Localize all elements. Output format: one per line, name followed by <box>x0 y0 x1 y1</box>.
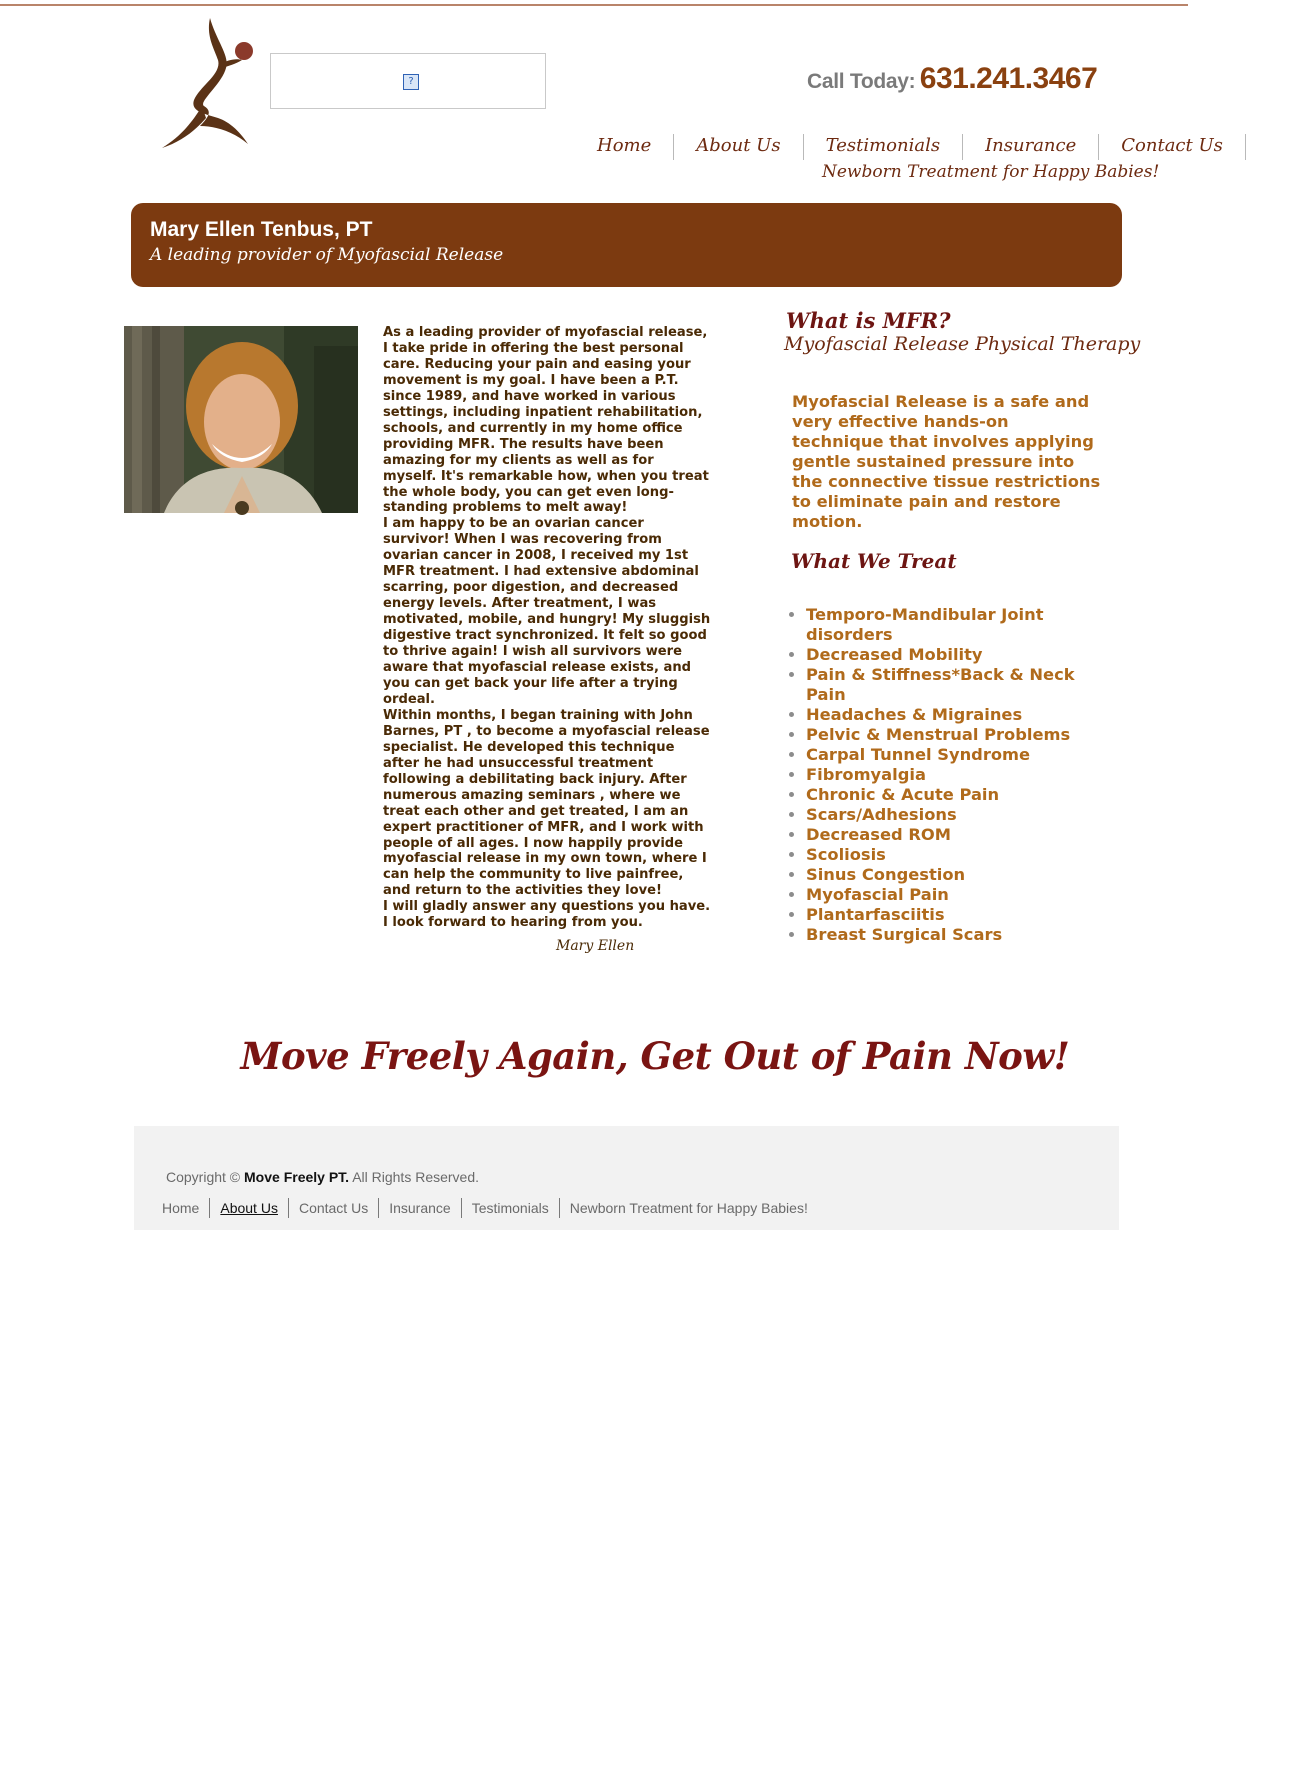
top-rule <box>0 4 1188 6</box>
list-item: • Myofascial Pain <box>806 885 1106 905</box>
copyright-brand: Move Freely PT. <box>244 1169 350 1185</box>
nav-about-us[interactable]: About Us <box>674 134 803 160</box>
nav-insurance[interactable]: Insurance <box>963 134 1099 160</box>
list-item: • Sinus Congestion <box>806 865 1106 885</box>
banner-tagline: A leading provider of Myofascial Release <box>150 245 504 265</box>
footer-nav-testimonials[interactable]: Testimonials <box>461 1198 559 1218</box>
nav-newborn-treatment[interactable]: Newborn Treatment for Happy Babies! <box>822 162 1160 182</box>
footer-nav-about-us[interactable]: About Us <box>209 1198 288 1218</box>
bio-paragraph: Within months, I began training with John Barnes, PT , to become a myofascial release specialist. He developed this technique after he had unsuccessful treatment following a debilitating back injury. After numerous amazing seminars , where we treat each other and get treated, I am an expert practitioner of MFR, and I work with people of all ages. I now happily provide myofascial release in my own town, where I can help the community to live painfree, and return to the activities they love! <box>383 707 710 899</box>
portrait-photo <box>124 326 358 513</box>
mfr-description: Myofascial Release is a safe and very effective hands-on technique that involves applying gentle sustained pressure into the connective tissue restrictions to eliminate pain and restore motion. <box>792 392 1101 531</box>
page-banner <box>131 203 1122 287</box>
list-item: • Decreased ROM <box>806 825 1106 845</box>
list-item: • Plantarfasciitis <box>806 905 1106 925</box>
footer <box>134 1126 1119 1230</box>
list-item: • Decreased Mobility <box>806 645 1106 665</box>
list-item: • Pelvic & Menstrual Problems <box>806 725 1106 745</box>
broken-image-icon: ? <box>403 74 419 90</box>
signature: Mary Ellen <box>556 938 635 954</box>
banner-name: Mary Ellen Tenbus, PT <box>150 218 373 241</box>
list-item: • Chronic & Acute Pain <box>806 785 1106 805</box>
main-nav <box>575 134 1246 182</box>
footer-nav-contact-us[interactable]: Contact Us <box>288 1198 378 1218</box>
call-label: Call Today: <box>807 70 916 93</box>
list-item: • Fibromyalgia <box>806 765 1106 785</box>
dancer-figure-logo[interactable] <box>160 14 260 154</box>
mfr-subheading: Myofascial Release Physical Therapy <box>784 333 1141 355</box>
list-item: • Breast Surgical Scars <box>806 925 1106 945</box>
list-item: • Pain & Stiffness*Back & Neck Pain <box>806 665 1106 705</box>
list-item: • Scars/Adhesions <box>806 805 1106 825</box>
footer-nav <box>162 1198 818 1218</box>
list-item: • Headaches & Migraines <box>806 705 1106 725</box>
copyright-prefix: Copyright © <box>166 1169 241 1185</box>
footer-nav-newborn-treatment[interactable]: Newborn Treatment for Happy Babies! <box>559 1198 818 1218</box>
list-item: • Temporo-Mandibular Joint disorders <box>806 605 1106 645</box>
bio-paragraph: I will gladly answer any questions you have. I look forward to hearing from you. <box>383 899 711 931</box>
nav-home[interactable]: Home <box>575 134 674 160</box>
copyright <box>166 1169 479 1185</box>
copyright-rights: All Rights Reserved. <box>352 1169 480 1185</box>
footer-nav-home[interactable]: Home <box>162 1200 200 1216</box>
treat-list <box>788 605 1106 945</box>
mfr-heading: What is MFR? <box>786 308 951 333</box>
treat-heading: What We Treat <box>791 549 957 573</box>
nav-contact-us[interactable]: Contact Us <box>1099 134 1246 160</box>
bio-paragraph: As a leading provider of myofascial release, I take pride in offering the best personal care. Reducing your pain and easing your movement is my goal. I have been a P.T. since 1989, and have worked in various settings, including inpatient rehabilitation, schools, and currently in my home office providing MFR. The results have been amazing for my clients as well as for myself. It's remarkable how, when you treat the whole body, you can get even long-standing problems to melt away! <box>383 325 709 516</box>
header-image-placeholder <box>270 53 546 109</box>
phone-number[interactable]: 631.241.3467 <box>919 62 1098 95</box>
bio-paragraph: I am happy to be an ovarian cancer survivor! When I was recovering from ovarian cancer in 2008, I received my 1st MFR treatment. I had extensive abdominal scarring, poor digestion, and decreased energy levels. After treatment, I was motivated, mobile, and hungry! My sluggish digestive tract synchronized. It felt so good to thrive again! I wish all survivors were aware that myofascial release exists, and you can get back your life after a trying ordeal. <box>383 516 711 707</box>
call-today <box>807 62 1097 96</box>
list-item: • Scoliosis <box>806 845 1106 865</box>
footer-nav-insurance[interactable]: Insurance <box>378 1198 460 1218</box>
bio-text <box>383 325 711 931</box>
slogan: Move Freely Again, Get Out of Pain Now! <box>240 1034 1070 1078</box>
list-item: • Carpal Tunnel Syndrome <box>806 745 1106 765</box>
nav-testimonials[interactable]: Testimonials <box>804 134 963 160</box>
